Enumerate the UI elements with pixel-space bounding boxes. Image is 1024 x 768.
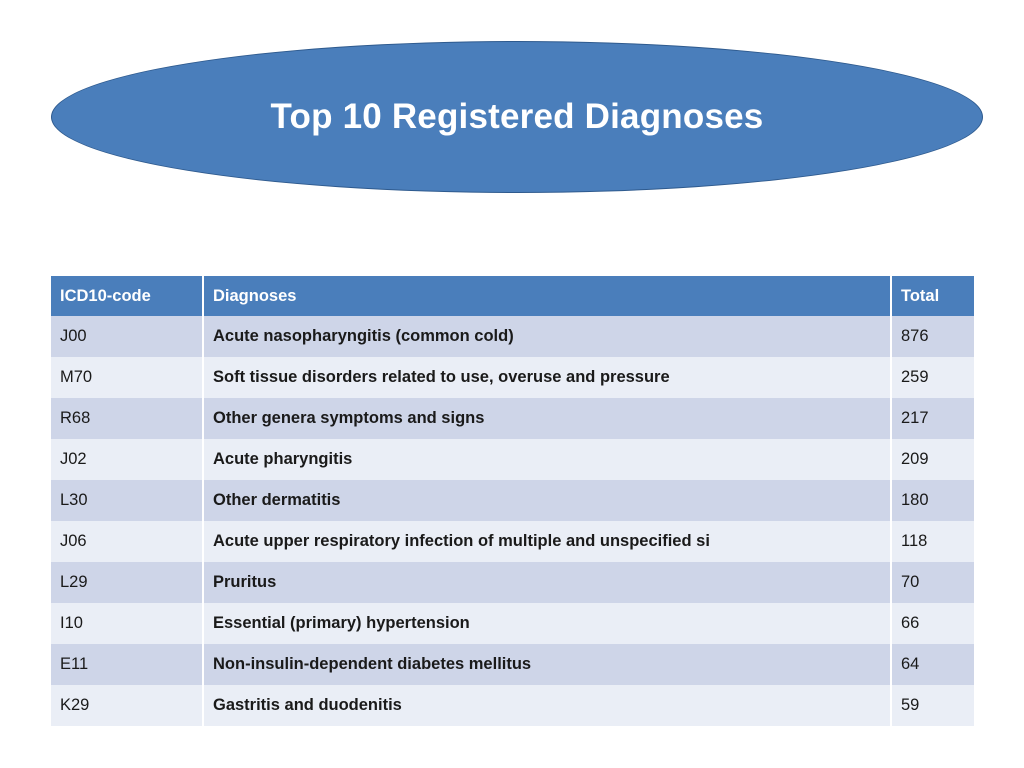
cell-icd10-code: J02 xyxy=(51,439,203,480)
table-row xyxy=(51,685,974,726)
table-row xyxy=(51,316,974,357)
cell-diagnosis: Gastritis and duodenitis xyxy=(203,685,891,726)
cell-diagnosis: Soft tissue disorders related to use, overuse and pressure xyxy=(203,357,891,398)
cell-icd10-code: E11 xyxy=(51,644,203,685)
cell-diagnosis: Other genera symptoms and signs xyxy=(203,398,891,439)
table-row xyxy=(51,480,974,521)
cell-total: 118 xyxy=(891,521,974,562)
cell-icd10-code: M70 xyxy=(51,357,203,398)
cell-total: 70 xyxy=(891,562,974,603)
cell-total: 259 xyxy=(891,357,974,398)
cell-total: 180 xyxy=(891,480,974,521)
table-row xyxy=(51,644,974,685)
cell-diagnosis: Pruritus xyxy=(203,562,891,603)
cell-icd10-code: L29 xyxy=(51,562,203,603)
table-header xyxy=(51,276,974,316)
cell-total: 66 xyxy=(891,603,974,644)
table-row xyxy=(51,521,974,562)
page-title: Top 10 Registered Diagnoses xyxy=(270,96,764,136)
title-ellipse xyxy=(51,41,983,193)
cell-diagnosis: Essential (primary) hypertension xyxy=(203,603,891,644)
cell-diagnosis: Acute nasopharyngitis (common cold) xyxy=(203,316,891,357)
cell-total: 876 xyxy=(891,316,974,357)
table-row xyxy=(51,562,974,603)
cell-diagnosis: Other dermatitis xyxy=(203,480,891,521)
cell-icd10-code: R68 xyxy=(51,398,203,439)
cell-total: 209 xyxy=(891,439,974,480)
cell-icd10-code: J00 xyxy=(51,316,203,357)
cell-total: 64 xyxy=(891,644,974,685)
diagnoses-table-container xyxy=(51,276,974,726)
cell-diagnosis: Non-insulin-dependent diabetes mellitus xyxy=(203,644,891,685)
cell-total: 217 xyxy=(891,398,974,439)
cell-icd10-code: L30 xyxy=(51,480,203,521)
cell-total: 59 xyxy=(891,685,974,726)
table-body xyxy=(51,316,974,726)
column-header-total: Total xyxy=(891,276,974,316)
column-header-icd10-code: ICD10-code xyxy=(51,276,203,316)
cell-diagnosis: Acute pharyngitis xyxy=(203,439,891,480)
column-header-diagnoses: Diagnoses xyxy=(203,276,891,316)
cell-icd10-code: J06 xyxy=(51,521,203,562)
table-row xyxy=(51,357,974,398)
table-row xyxy=(51,439,974,480)
diagnoses-table xyxy=(51,276,974,726)
cell-icd10-code: K29 xyxy=(51,685,203,726)
table-header-row xyxy=(51,276,974,316)
cell-diagnosis: Acute upper respiratory infection of multiple and unspecified si xyxy=(203,521,891,562)
table-row xyxy=(51,398,974,439)
table-row xyxy=(51,603,974,644)
cell-icd10-code: I10 xyxy=(51,603,203,644)
